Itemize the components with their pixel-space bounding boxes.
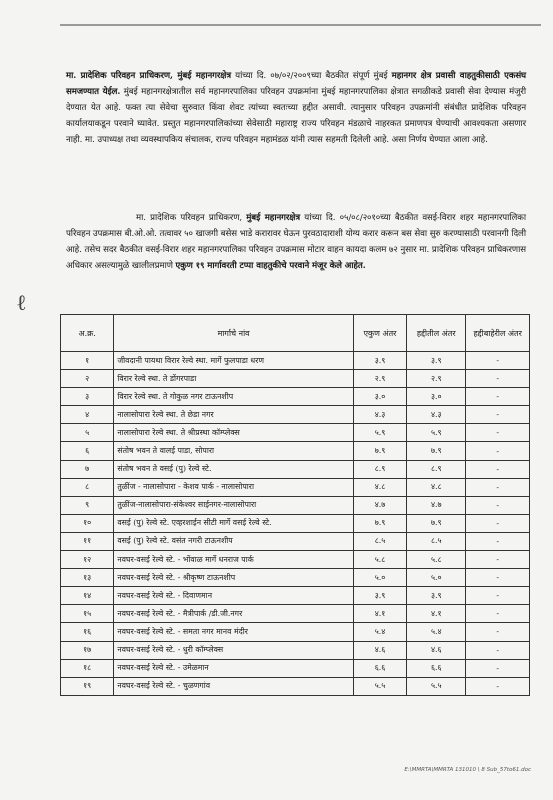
cell-total-distance: ७.९ [353,442,406,460]
cell-inside-distance: ७.९ [407,514,466,532]
header-serial: अ.क्र. [61,315,114,352]
cell-outside-distance: - [466,605,530,623]
table-row [61,587,530,605]
cell-serial: ११ [61,532,114,550]
cell-route-name: संतोष भवन ते वसई (पु) रेल्वे स्टे. [114,460,354,478]
cell-total-distance: ८.५ [353,532,406,550]
paragraph-lead-bold: मा. प्रादेशिक परिवहन प्राधिकरण, मुंबई महानगरक्षेत्र [66,71,231,81]
cell-inside-distance: ४.८ [407,478,466,496]
cell-total-distance: ३.० [353,388,406,406]
cell-inside-distance: २.९ [407,370,466,388]
cell-serial: ७ [61,460,114,478]
cell-total-distance: ५.९ [353,424,406,442]
cell-route-name: तुळींज-नालासोपारा-संकेश्वर साईनगर-नालासोपारा [114,496,354,514]
table-row [61,424,530,442]
table-row [61,370,530,388]
cell-outside-distance: - [466,370,530,388]
paragraph-bold-text: मुंबई महानगरक्षेत्र [246,213,300,223]
cell-outside-distance: - [466,406,530,424]
cell-total-distance: ३.९ [353,587,406,605]
cell-total-distance: २.९ [353,370,406,388]
cell-inside-distance: ३.० [407,388,466,406]
table-row [61,641,530,659]
header-route-name: मार्गाचे नांव [114,315,354,352]
table-row [61,659,530,677]
cell-total-distance: ५.८ [353,551,406,569]
cell-serial: १५ [61,605,114,623]
paragraph-text: मुंबई महानगरक्षेत्रातील सर्व महानगरपालिका परिवहन उपक्रमांना मुंबई महानगरपालिका क्षेत्रात सगळीकडे प्रवासी सेवा देण्यास मंजुरी देण्यात येत आहे. फक्त त्या सेवेचा सुरुवात किंवा शेवट त्यांच्या स्वतःच्या हद्दीत असावी. त्यानुसार परिवहन उपक्रमांनी संबंधीत प्रादेशिक परिवहन कार्यालयाकडून परवाने घ्यावेत. प्रस्तुत महानगरपालिकांच्या सेवेसाठी महाराष्ट्र राज्य परिवहन मंडळाचे नाहरकत प्रमाणपत्र घेण्याची आवश्यकता असणार नाही. मा. उपाध्यक्ष तथा व्यवस्थापकिय संचालक, राज्य परिवहन महामंडळ यांनी त्यास सहमती दिलेली आहे. असा निर्णय घेण्यात आला आहे. [66,87,527,146]
table-row [61,677,530,695]
cell-outside-distance: - [466,659,530,677]
table-row [61,605,530,623]
cell-outside-distance: - [466,442,530,460]
paragraph-bold-conclusion: एकुण १९ मार्गावरती टप्पा वाहतुकीचे परवाने मंजूर केले आहेत. [175,261,366,272]
table-row [61,551,530,569]
cell-route-name: विरार रेल्वे स्था. ते डोंगरपाडा [114,370,354,388]
cell-route-name: विरार रेल्वे स्था. ते गोकुळ नगर टाऊनशीप [114,388,354,406]
cell-serial: १३ [61,569,114,587]
cell-serial: २ [61,370,114,388]
table-row [61,460,530,478]
cell-total-distance: ६.६ [353,659,406,677]
paragraph-text: यांच्या दि. ०७/०२/२००९च्या बैठकीत संपूर्ण मुंबई [230,71,392,81]
paragraph-rta-decision-2010 [66,210,526,274]
cell-route-name: संतोष भवन ते वालई पाडा, सोपारा [114,442,354,460]
table-row [61,514,530,532]
table-row [61,388,530,406]
handwritten-margin-mark: ℓ [16,291,27,316]
cell-route-name: जीवदानी पायथा विरार रेल्वे स्था. मार्गे फुलपाडा धरण [114,352,354,370]
paragraph-text: यांच्या दि. ०५/०८/२०१०च्या बैठकीत वसई-विरार शहर महानगरपालिका परिवहन उपक्रमास बी.ओ.ओ. तत्वावर ५० खाजगी बसेस भाडे करारावर घेऊन पुरवठादाराशी योग्य करार करून बस सेवा सुरु करण्यासाठी परवानगी दिली आहे. तसेच सदर बैठकीत वसई-विरार शहर महानगरपालिका परिवहन उपक्रमास मोटार वाहन कायदा कलम ७२ नुसार मा. प्रादेशिक परिवहन प्राधिकरणास अधिकार असल्यामुळे खालीलप्रमाणे [66,213,526,272]
cell-total-distance: ४.७ [353,496,406,514]
cell-total-distance: ३.९ [353,352,406,370]
cell-serial: १९ [61,677,114,695]
cell-total-distance: ७.९ [353,514,406,532]
cell-route-name: वसई (पु) रेल्वे स्टे. एव्हरशाईन सीटी मार्गे वसई रेल्वे स्टे. [114,514,354,532]
cell-route-name: तुळींज - नालासोपारा - केशव पार्क - नालासोपारा [114,478,354,496]
cell-outside-distance: - [466,623,530,641]
cell-inside-distance: ६.६ [407,659,466,677]
cell-inside-distance: ५.९ [407,424,466,442]
cell-serial: ८ [61,478,114,496]
cell-serial: १२ [61,551,114,569]
cell-total-distance: ४.८ [353,478,406,496]
cell-outside-distance: - [466,352,530,370]
cell-serial: १६ [61,623,114,641]
cell-inside-distance: ८.५ [407,532,466,550]
cell-total-distance: ४.१ [353,605,406,623]
cell-inside-distance: ४.७ [407,496,466,514]
cell-serial: १० [61,514,114,532]
cell-total-distance: ४.६ [353,641,406,659]
cell-total-distance: ५.४ [353,623,406,641]
cell-total-distance: ४.३ [353,406,406,424]
cell-outside-distance: - [466,569,530,587]
cell-route-name: नवघर-वसई रेल्वे स्टे. - उमेळमान [114,659,354,677]
cell-outside-distance: - [466,496,530,514]
paragraph-rta-decision-2009 [66,68,526,148]
header-outside-distance: हद्दीबाहेरील अंतर [466,315,530,352]
cell-serial: १ [61,352,114,370]
cell-serial: ४ [61,406,114,424]
cell-inside-distance: ७.९ [407,442,466,460]
cell-route-name: नवघर-वसई रेल्वे स्टे. - समता नगर मानव मंदीर [114,623,354,641]
header-total-distance: एकुण अंतर [353,315,406,352]
table-body [61,352,530,696]
cell-serial: ३ [61,388,114,406]
table-row [61,442,530,460]
table-row [61,352,530,370]
cell-route-name: नवघर-वसई रेल्वे स्टे. - दिवाणमान [114,587,354,605]
table-row [61,496,530,514]
cell-serial: १७ [61,641,114,659]
cell-inside-distance: ३.९ [407,352,466,370]
cell-route-name: नवघर-वसई रेल्वे स्टे. - भोंवाळ मार्गे धनराज पार्क [114,551,354,569]
cell-serial: १८ [61,659,114,677]
cell-route-name: नालासोपारा रेल्वे स्था. ते श्रीप्रस्था कॉम्प्लेक्स [114,424,354,442]
cell-outside-distance: - [466,424,530,442]
cell-outside-distance: - [466,388,530,406]
routes-table [60,314,530,696]
table-row [61,569,530,587]
cell-total-distance: ५.५ [353,677,406,695]
table-row [61,623,530,641]
scan-top-border [60,24,541,26]
cell-route-name: नवघर-वसई रेल्वे स्टे. - धुरी कॉम्प्लेक्स [114,641,354,659]
cell-serial: ६ [61,442,114,460]
cell-inside-distance: ५.८ [407,551,466,569]
cell-outside-distance: - [466,551,530,569]
cell-outside-distance: - [466,514,530,532]
cell-outside-distance: - [466,532,530,550]
cell-route-name: नवघर-वसई रेल्वे स्टे. - मैत्रीपार्क /डी.जी.नगर [114,605,354,623]
paragraph-bold-text: महानगर क्षेत्र प्रवासी वाहतुकीसाठी एकसंघ समजण्यात येईल. [66,71,527,98]
cell-outside-distance: - [466,677,530,695]
cell-inside-distance: ४.३ [407,406,466,424]
cell-outside-distance: - [466,478,530,496]
paragraph-text: मा. प्रादेशिक परिवहन प्राधिकरण, [136,213,247,223]
cell-route-name: नवघर-वसई रेल्वे स्टे. - चुळणगांव [114,677,354,695]
cell-outside-distance: - [466,460,530,478]
cell-inside-distance: ५.० [407,569,466,587]
cell-serial: ९ [61,496,114,514]
cell-inside-distance: ८.९ [407,460,466,478]
header-inside-distance: हद्दीतील अंतर [407,315,466,352]
cell-outside-distance: - [466,641,530,659]
table-row [61,532,530,550]
cell-inside-distance: ५.५ [407,677,466,695]
cell-outside-distance: - [466,587,530,605]
file-path-footer: E:\MMRTA\MMRTA 131010 \ 8 Sub_57to61.doc [404,767,531,773]
cell-serial: १४ [61,587,114,605]
cell-route-name: नालासोपारा रेल्वे स्था. ते छेडा नगर [114,406,354,424]
cell-total-distance: ८.९ [353,460,406,478]
cell-serial: ५ [61,424,114,442]
cell-route-name: नवघर-वसई रेल्वे स्टे. - श्रीकृष्ण टाऊनशीप [114,569,354,587]
cell-inside-distance: ४.१ [407,605,466,623]
cell-inside-distance: ३.९ [407,587,466,605]
cell-total-distance: ५.० [353,569,406,587]
table-row [61,478,530,496]
table-row [61,406,530,424]
cell-inside-distance: ४.६ [407,641,466,659]
cell-route-name: वसई (पु) रेल्वे स्टे. वसंत नगरी टाऊनशीप [114,532,354,550]
table-header-row [61,315,530,352]
cell-inside-distance: ५.४ [407,623,466,641]
